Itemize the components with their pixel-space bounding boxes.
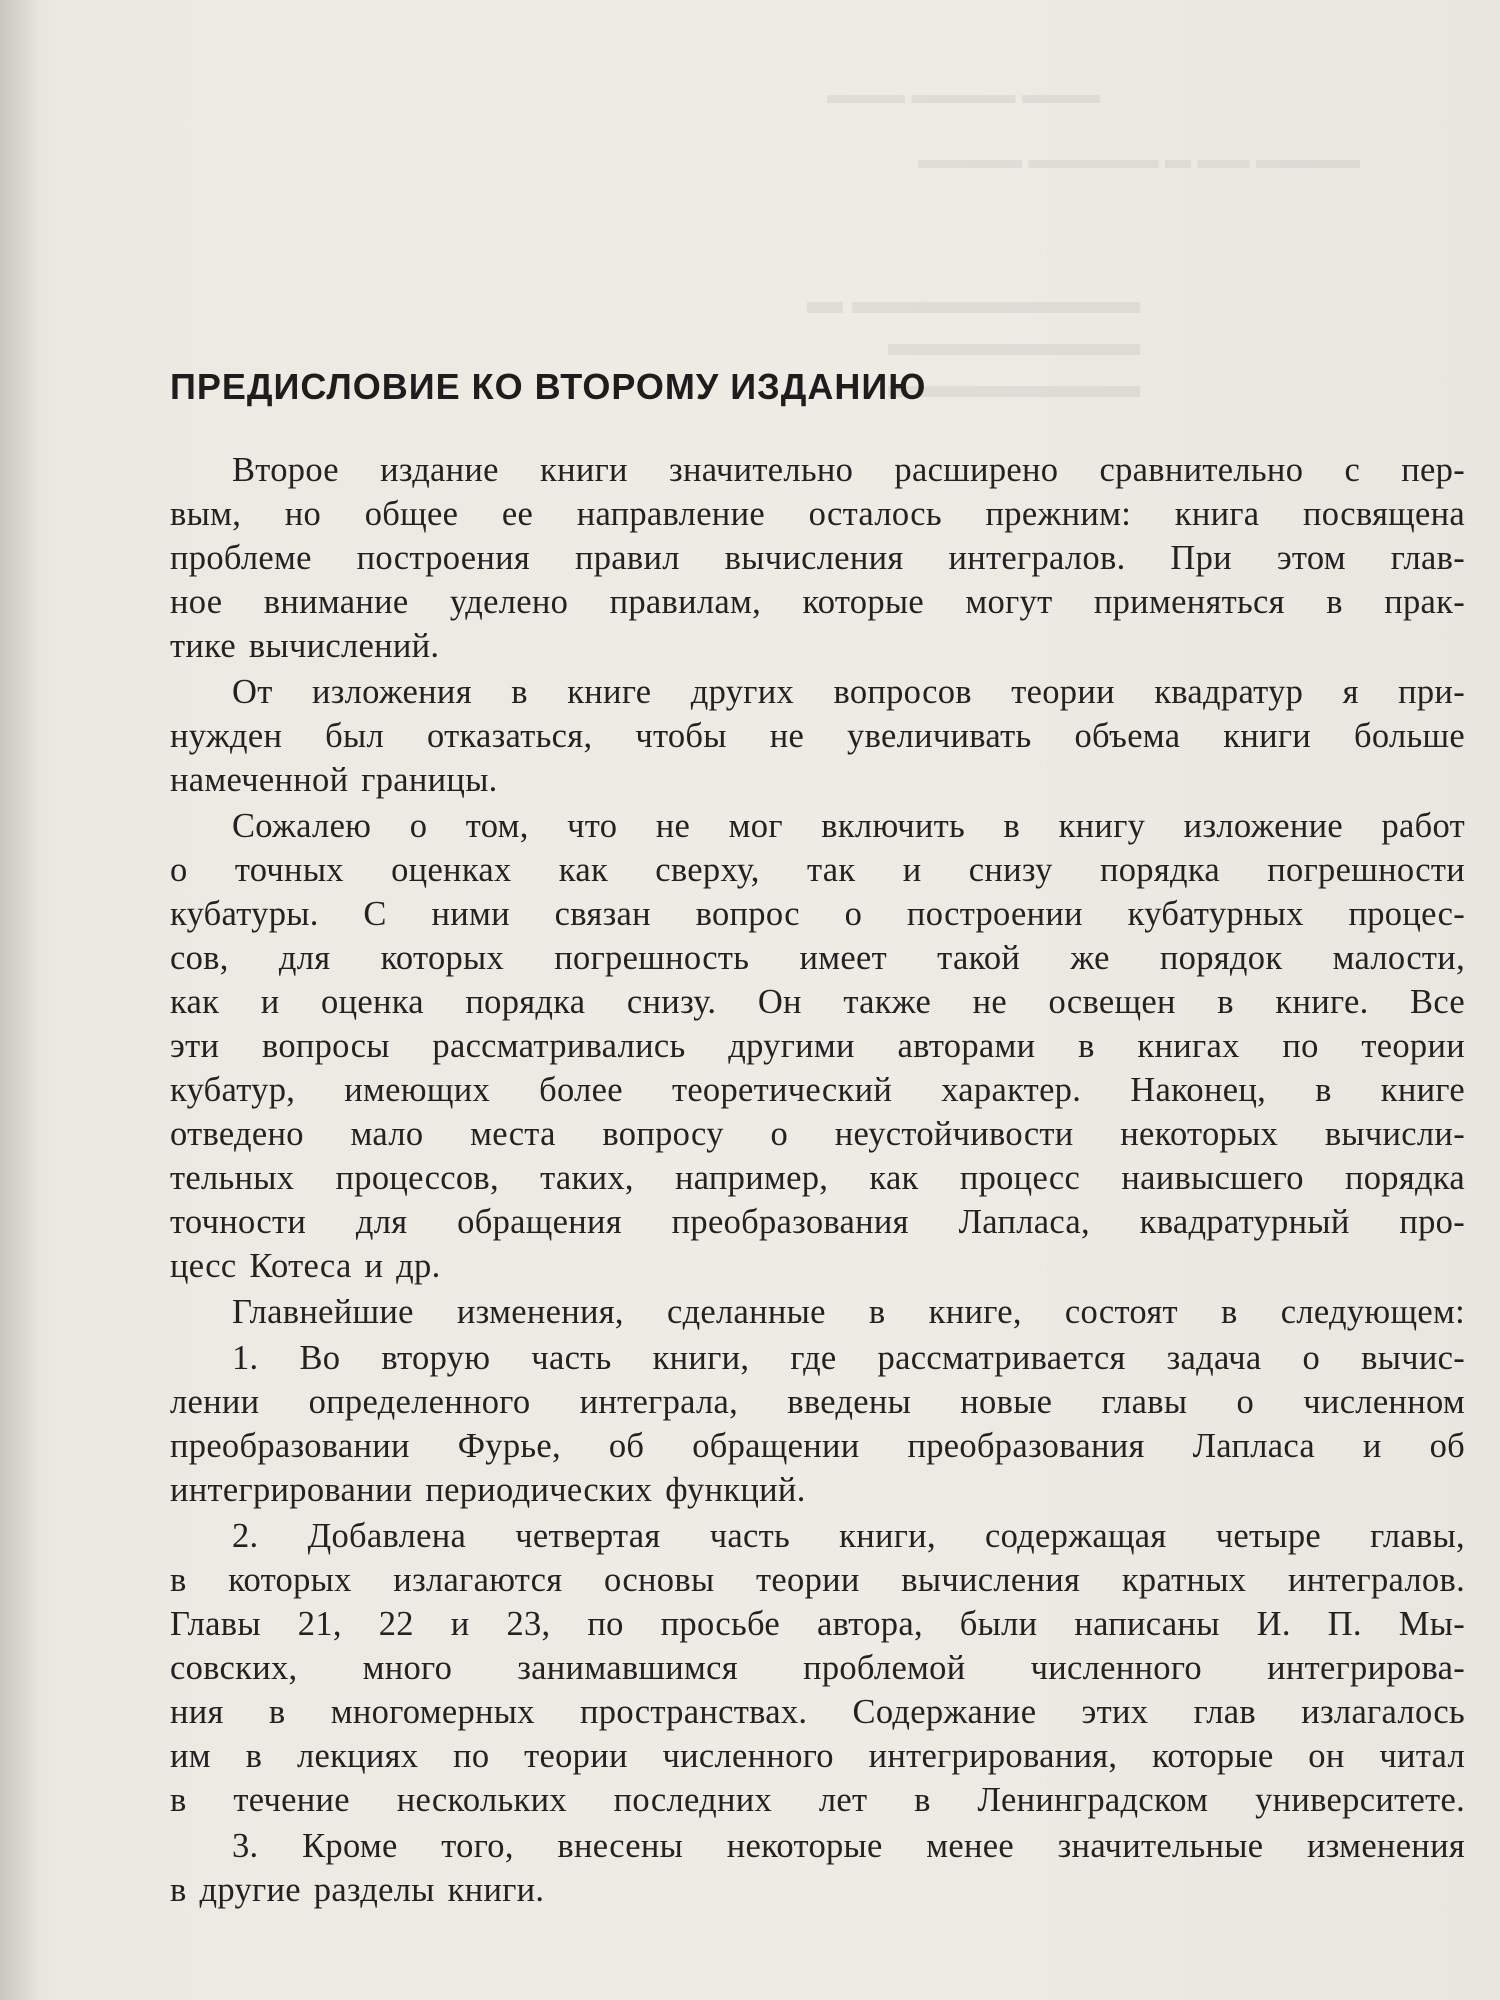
preface-body (170, 448, 1465, 1914)
text-line: Второе издание книги значительно расширено сравнительно с пер- (232, 451, 1465, 489)
text-line: эти вопросы рассматривались другими авторами в книгах по теории (170, 1027, 1465, 1065)
text-line: преобразовании Фурье, об обращении преобразования Лапласа и об (170, 1427, 1465, 1465)
text-line: кубатур, имеющих более теоретический характер. Наконец, в книге (170, 1071, 1465, 1109)
text-line: в другие разделы книги. (170, 1871, 545, 1909)
text-line: отведено мало места вопросу о неустойчивости некоторых вычисли- (170, 1115, 1465, 1153)
text-line: кубатуры. С ними связан вопрос о построении кубатурных процес- (170, 895, 1465, 933)
text-line: лении определенного интеграла, введены новые главы о численном (170, 1383, 1465, 1421)
text-line: цесс Котеса и др. (170, 1247, 441, 1285)
text-line: как и оценка порядка снизу. Он также не освещен в книге. Все (170, 983, 1465, 1021)
text-line: Главнейшие изменения, сделанные в книге, состоят в следующем: (232, 1293, 1465, 1331)
text-line: сов, для которых погрешность имеет такой же порядок малости, (170, 939, 1465, 977)
text-line: им в лекциях по теории численного интегрирования, которые он читал (170, 1737, 1465, 1775)
paragraph-1 (170, 448, 1465, 668)
show-through-from-previous-page: ▬▬▬ ▬▬▬▬ ▬▬▬ ▬▬▬▬ ▬▬ ▬ ▬▬▬▬▬ ▬▬▬▬ ▬▬▬▬▬▬▬▬ ▬ ▬▬▬▬▬▬▬ ▬▬▬▬▬▬▬ (807, 80, 1360, 405)
text-line: ное внимание уделено правилам, которые могут применяться в прак- (170, 583, 1465, 621)
text-line: точности для обращения преобразования Лапласа, квадратурный про- (170, 1203, 1465, 1241)
text-line: Главы 21, 22 и 23, по просьбе автора, были написаны И. П. Мы- (170, 1605, 1465, 1643)
text-line: в течение нескольких последних лет в Ленинградском университете. (170, 1781, 1465, 1819)
text-line: ния в многомерных пространствах. Содержание этих глав излагалось (170, 1693, 1465, 1731)
list-item-1 (170, 1336, 1465, 1512)
text-line: интегрировании периодических функций. (170, 1471, 806, 1509)
text-line: 1. Во вторую часть книги, где рассматривается задача о вычис- (232, 1339, 1465, 1377)
list-item-3 (170, 1824, 1465, 1912)
text-line: Сожалею о том, что не мог включить в книгу изложение работ (232, 807, 1465, 845)
paragraph-3 (170, 804, 1465, 1288)
paragraph-2 (170, 670, 1465, 802)
text-line: тельных процессов, таких, например, как процесс наивысшего порядка (170, 1159, 1465, 1197)
text-line: От изложения в книге других вопросов теории квадратур я при- (232, 673, 1465, 711)
text-line: проблеме построения правил вычисления интегралов. При этом глав- (170, 539, 1465, 577)
paragraph-4 (170, 1290, 1465, 1334)
page-title: ПРЕДИСЛОВИЕ КО ВТОРОМУ ИЗДАНИЮ (170, 366, 927, 407)
text-line: нужден был отказаться, чтобы не увеличивать объема книги больше (170, 717, 1465, 755)
text-line: о точных оценках как сверху, так и снизу порядка погрешности (170, 851, 1465, 889)
text-line: вым, но общее ее направление осталось прежним: книга посвящена (170, 495, 1465, 533)
page-gutter-shadow (0, 0, 38, 2000)
text-line: совских, много занимавшимся проблемой численного интегрирова- (170, 1649, 1465, 1687)
text-line: 2. Добавлена четвертая часть книги, содержащая четыре главы, (232, 1517, 1465, 1555)
text-line: 3. Кроме того, внесены некоторые менее значительные изменения (232, 1827, 1465, 1865)
list-item-2 (170, 1514, 1465, 1822)
text-line: тике вычислений. (170, 627, 440, 665)
text-line: намеченной границы. (170, 761, 498, 799)
text-line: в которых излагаются основы теории вычисления кратных интегралов. (170, 1561, 1465, 1599)
